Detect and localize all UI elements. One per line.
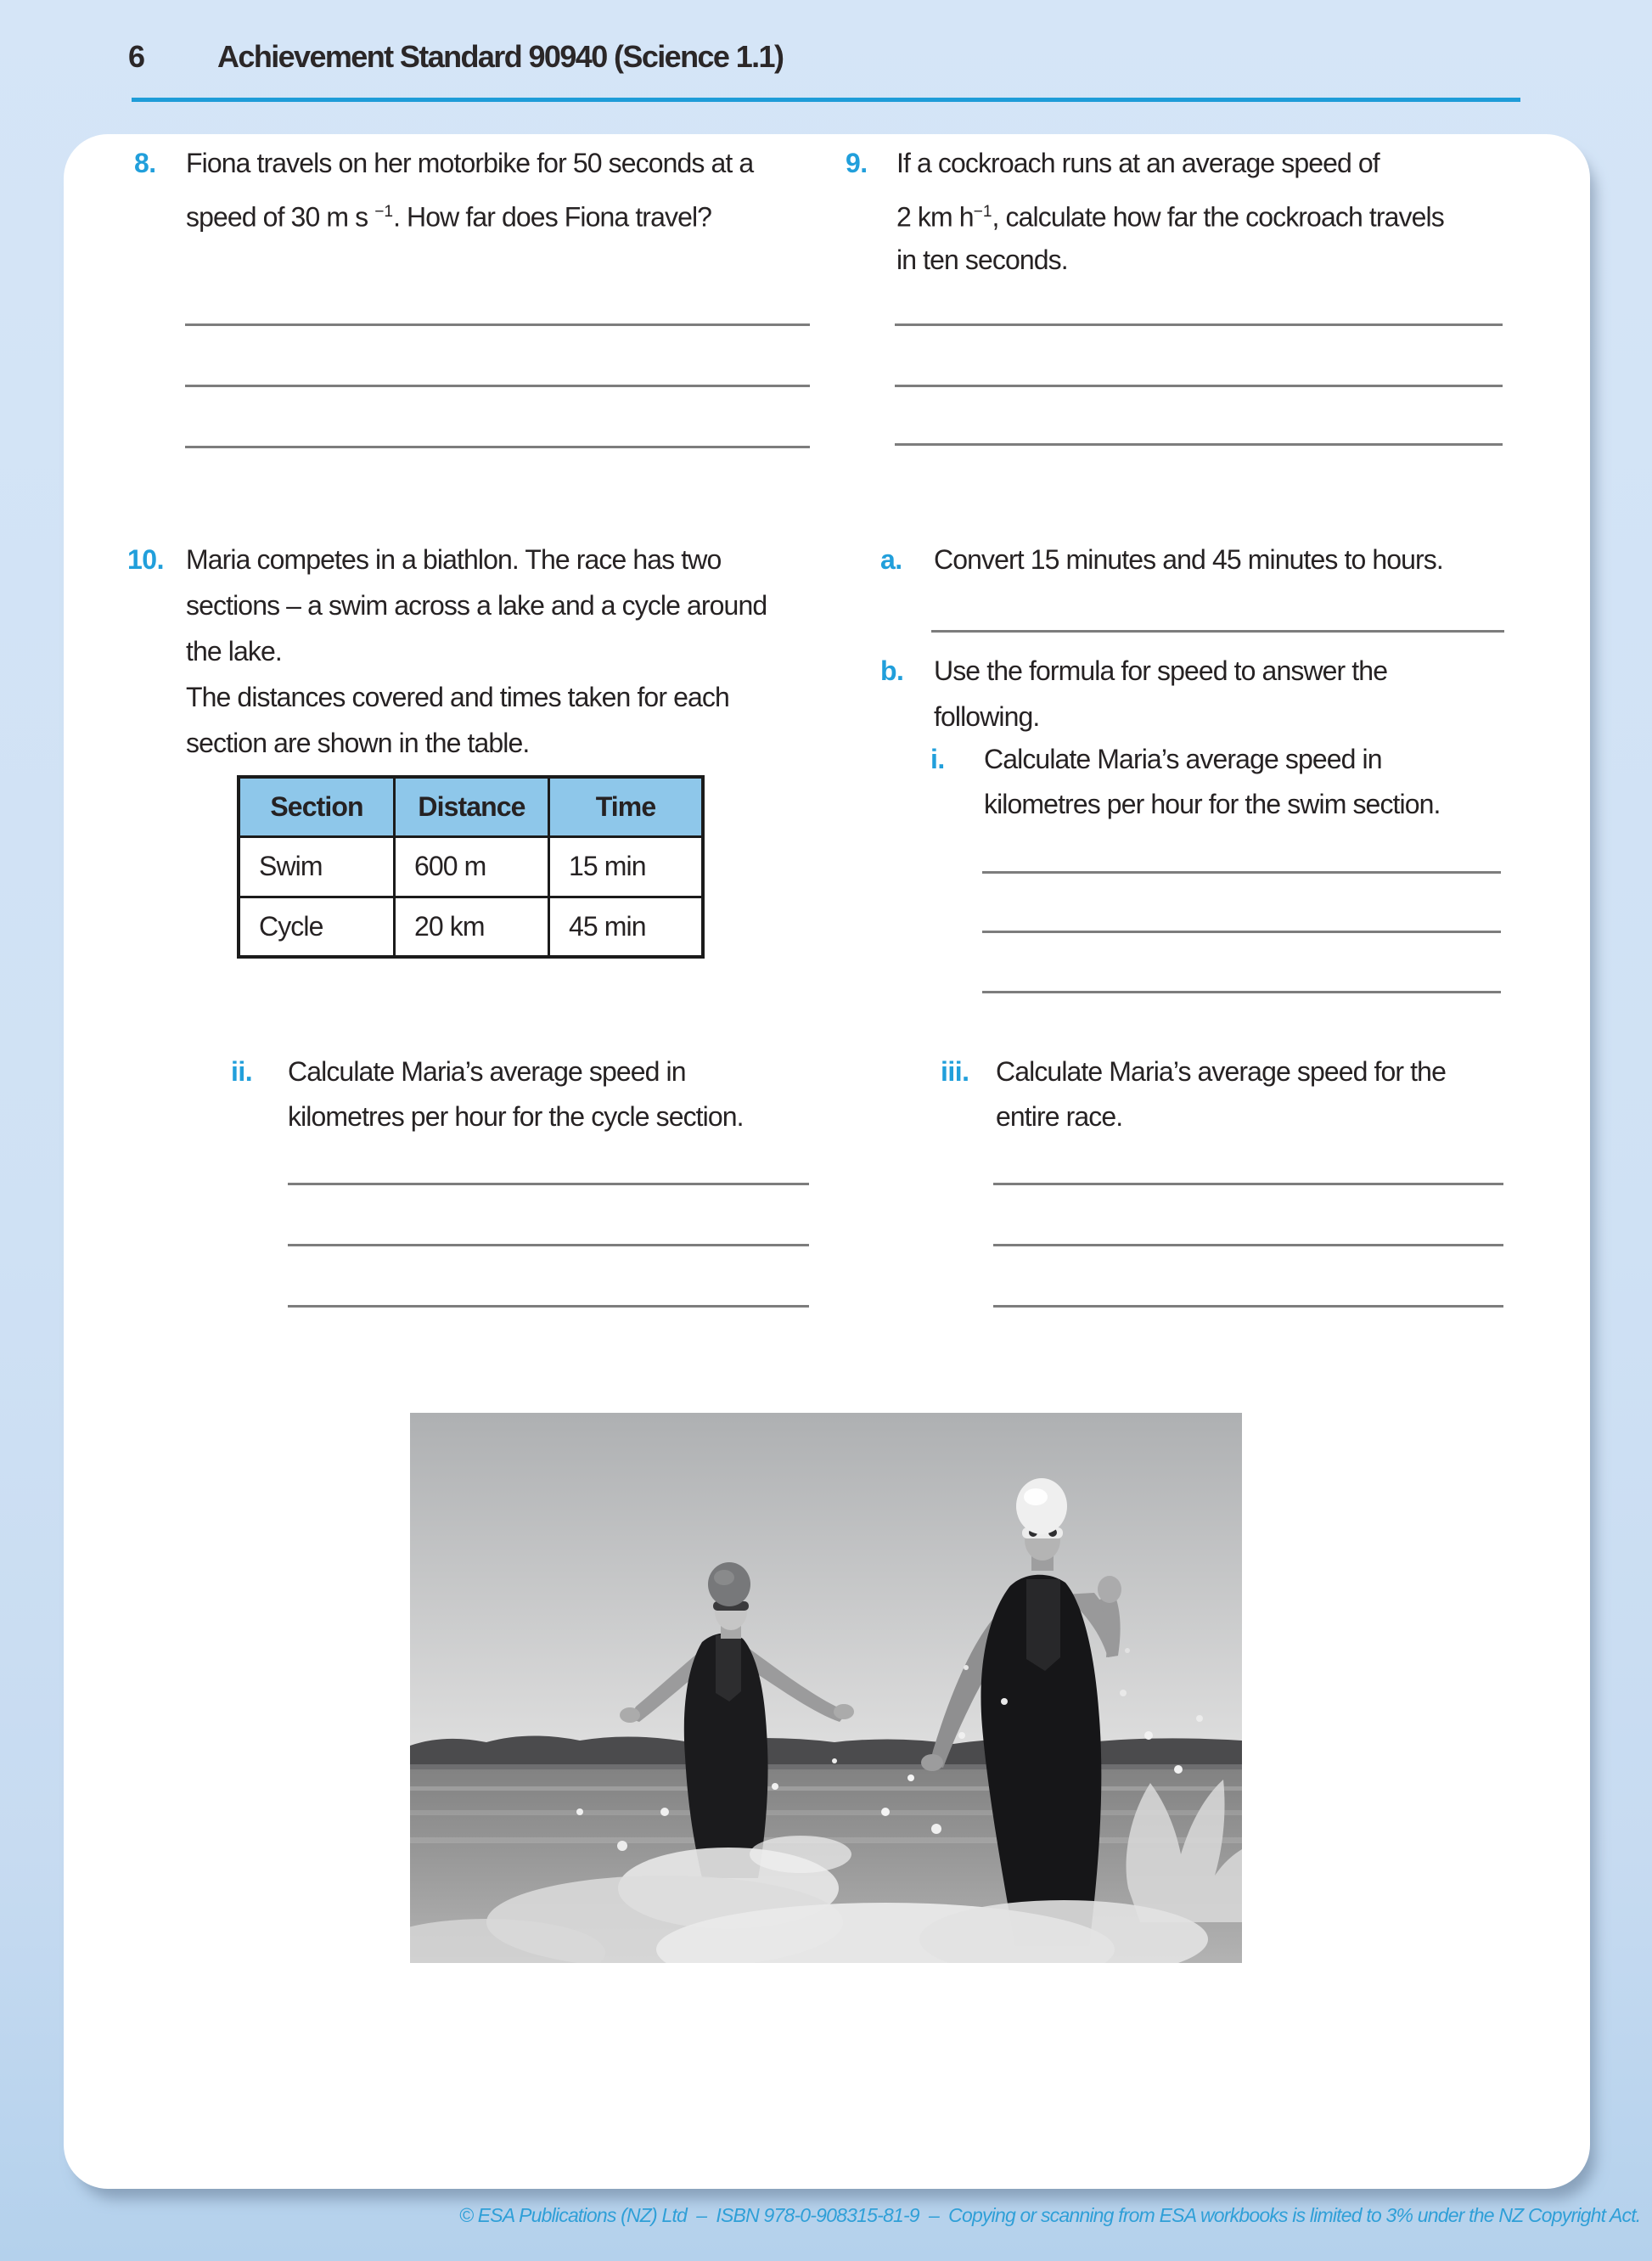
table-cell: Cycle	[259, 910, 323, 942]
table-row-cycle	[240, 896, 701, 955]
question-10bi-text: Calculate Maria’s average speed in kilometres per hour for the swim section.	[984, 744, 1441, 819]
question-10biii-text: Calculate Maria’s average speed for the entire race.	[996, 1056, 1446, 1132]
question-10-text: Maria competes in a biathlon. The race has two sections – a swim across a lake and a cycle around the lake. The distances covered and times taken for each section are shown in the table.	[186, 544, 767, 758]
table-cell: Swim	[259, 851, 323, 882]
question-8-text: Fiona travels on her motorbike for 50 seconds at a speed of 30 m s $^{-1}$. How far does Fiona travel?	[186, 148, 754, 233]
question-10bii-label: ii.	[231, 1056, 253, 1087]
question-10a-text: Convert 15 minutes and 45 minutes to hours.	[934, 544, 1443, 575]
table-row-swim	[240, 835, 701, 895]
answer-line	[993, 1183, 1503, 1185]
answer-line	[895, 323, 1503, 326]
triathlon-photo	[410, 1413, 1242, 1963]
biathlon-table	[237, 775, 705, 959]
question-8-number: 8.	[134, 148, 156, 178]
answer-line	[895, 385, 1503, 387]
answer-line	[185, 323, 810, 326]
answer-line	[185, 446, 810, 448]
answer-line	[982, 871, 1501, 874]
table-cell: 600 m	[393, 838, 548, 895]
question-10biii-label: iii.	[941, 1056, 969, 1087]
table-cell: 45 min	[548, 898, 701, 955]
table-header-section: Section	[240, 779, 393, 835]
table-cell: 15 min	[548, 838, 701, 895]
answer-line	[185, 385, 810, 387]
answer-line	[993, 1305, 1503, 1308]
question-9-text: If a cockroach runs at an average speed of 2 km $h^{-1}$, calculate how far the cockroach travels in ten seconds.	[896, 148, 1444, 275]
answer-line	[288, 1305, 809, 1308]
question-9-number: 9.	[846, 148, 868, 178]
question-10bi-label: i.	[930, 744, 945, 774]
question-10b-text: Use the formula for speed to answer the following.	[934, 655, 1388, 732]
question-10bii-text: Calculate Maria’s average speed in kilometres per hour for the cycle section.	[288, 1056, 744, 1132]
answer-line	[931, 630, 1504, 633]
answer-line	[982, 931, 1501, 933]
header-rule	[132, 98, 1520, 102]
question-10-number: 10.	[127, 544, 164, 575]
table-cell: 20 km	[393, 898, 548, 955]
answer-line	[895, 443, 1503, 446]
answer-line	[288, 1244, 809, 1246]
answer-line	[288, 1183, 809, 1185]
table-header-row	[240, 779, 701, 835]
table-header-distance: Distance	[393, 779, 548, 835]
table-header-time: Time	[548, 779, 701, 835]
answer-line	[993, 1244, 1503, 1246]
page-title: Achievement Standard 90940 (Science 1.1)	[217, 39, 784, 74]
question-10b-label: b.	[880, 655, 904, 686]
photo-treeline	[410, 1735, 1242, 1773]
footer-copyright: © ESA Publications (NZ) Ltd – ISBN 978-0-908315-81-9 – Copying or scanning from ESA workbooks is limited to 3% under the NZ Copyright Act.	[459, 2204, 1641, 2226]
question-10a-label: a.	[880, 544, 902, 575]
page-number: 6	[128, 39, 145, 74]
answer-line	[982, 991, 1501, 993]
